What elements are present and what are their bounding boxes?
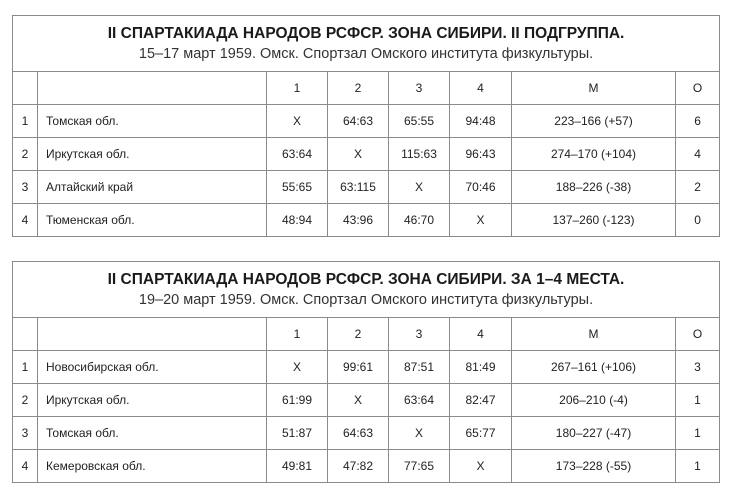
column-header — [13, 72, 38, 105]
points-diff-cell: 267–161 (+106) — [512, 351, 676, 384]
table-title: II СПАРТАКИАДА НАРОДОВ РСФСР. ЗОНА СИБИРИ. ЗА 1–4 МЕСТА. — [107, 270, 625, 288]
table-row — [13, 417, 720, 450]
vs-team-1-cell: 48:94 — [267, 204, 328, 237]
team-name-cell: Иркутская обл. — [38, 384, 267, 417]
table-title: II СПАРТАКИАДА НАРОДОВ РСФСР. ЗОНА СИБИРИ. II ПОДГРУППА. — [107, 24, 625, 42]
column-header: 3 — [389, 72, 450, 105]
table-subtitle: 15–17 март 1959. Омск. Спортзал Омского института физкультуры. — [138, 45, 594, 62]
vs-team-3-cell: 46:70 — [389, 204, 450, 237]
column-header — [38, 318, 267, 351]
score-cell: 1 — [676, 450, 720, 483]
score-cell: 1 — [676, 417, 720, 450]
vs-team-2-cell: Х — [328, 384, 389, 417]
column-header: О — [676, 72, 720, 105]
vs-team-2-cell: 64:63 — [328, 105, 389, 138]
vs-team-2-cell: 64:63 — [328, 417, 389, 450]
table-row — [13, 204, 720, 237]
place-cell: 2 — [13, 384, 38, 417]
vs-team-1-cell: Х — [267, 105, 328, 138]
column-header: 1 — [267, 72, 328, 105]
points-diff-cell: 274–170 (+104) — [512, 138, 676, 171]
header-row — [13, 72, 720, 105]
vs-team-1-cell: 51:87 — [267, 417, 328, 450]
place-cell: 3 — [13, 417, 38, 450]
place-cell: 2 — [13, 138, 38, 171]
table-row — [13, 171, 720, 204]
vs-team-2-cell: 47:82 — [328, 450, 389, 483]
score-cell: 2 — [676, 171, 720, 204]
team-name-cell: Тюменская обл. — [38, 204, 267, 237]
header-row — [13, 318, 720, 351]
vs-team-4-cell: 81:49 — [450, 351, 512, 384]
points-diff-cell: 188–226 (-38) — [512, 171, 676, 204]
column-header: О — [676, 318, 720, 351]
team-name-cell: Алтайский край — [38, 171, 267, 204]
column-header: М — [512, 318, 676, 351]
vs-team-4-cell: Х — [450, 204, 512, 237]
score-cell: 6 — [676, 105, 720, 138]
table-row — [13, 105, 720, 138]
team-name-cell: Иркутская обл. — [38, 138, 267, 171]
vs-team-4-cell: 70:46 — [450, 171, 512, 204]
vs-team-3-cell: Х — [389, 417, 450, 450]
vs-team-3-cell: 65:55 — [389, 105, 450, 138]
results-table — [12, 261, 720, 483]
table-row — [13, 384, 720, 417]
column-header — [13, 318, 38, 351]
table-title-cell — [13, 16, 720, 72]
vs-team-4-cell: 94:48 — [450, 105, 512, 138]
vs-team-3-cell: 115:63 — [389, 138, 450, 171]
points-diff-cell: 137–260 (-123) — [512, 204, 676, 237]
points-diff-cell: 173–228 (-55) — [512, 450, 676, 483]
table-title-cell — [13, 262, 720, 318]
vs-team-3-cell: Х — [389, 171, 450, 204]
vs-team-1-cell: Х — [267, 351, 328, 384]
vs-team-1-cell: 49:81 — [267, 450, 328, 483]
vs-team-3-cell: 77:65 — [389, 450, 450, 483]
vs-team-4-cell: 96:43 — [450, 138, 512, 171]
team-name-cell: Томская обл. — [38, 105, 267, 138]
vs-team-2-cell: 43:96 — [328, 204, 389, 237]
standings-table-1 — [12, 15, 719, 237]
team-name-cell: Томская обл. — [38, 417, 267, 450]
table-subtitle: 19–20 март 1959. Омск. Спортзал Омского института физкультуры. — [138, 291, 594, 308]
column-header: 4 — [450, 72, 512, 105]
column-header: 1 — [267, 318, 328, 351]
column-header — [38, 72, 267, 105]
points-diff-cell: 180–227 (-47) — [512, 417, 676, 450]
column-header: 4 — [450, 318, 512, 351]
vs-team-4-cell: 82:47 — [450, 384, 512, 417]
place-cell: 1 — [13, 351, 38, 384]
team-name-cell: Новосибирская обл. — [38, 351, 267, 384]
place-cell: 4 — [13, 204, 38, 237]
vs-team-1-cell: 63:64 — [267, 138, 328, 171]
place-cell: 3 — [13, 171, 38, 204]
column-header: 3 — [389, 318, 450, 351]
vs-team-4-cell: Х — [450, 450, 512, 483]
team-name-cell: Кемеровская обл. — [38, 450, 267, 483]
column-header: 2 — [328, 318, 389, 351]
score-cell: 4 — [676, 138, 720, 171]
column-header: М — [512, 72, 676, 105]
place-cell: 1 — [13, 105, 38, 138]
vs-team-2-cell: 99:61 — [328, 351, 389, 384]
table-row — [13, 138, 720, 171]
place-cell: 4 — [13, 450, 38, 483]
points-diff-cell: 206–210 (-4) — [512, 384, 676, 417]
results-table — [12, 15, 720, 237]
vs-team-3-cell: 63:64 — [389, 384, 450, 417]
standings-table-2 — [12, 261, 719, 483]
points-diff-cell: 223–166 (+57) — [512, 105, 676, 138]
vs-team-1-cell: 55:65 — [267, 171, 328, 204]
score-cell: 3 — [676, 351, 720, 384]
table-row — [13, 351, 720, 384]
column-header: 2 — [328, 72, 389, 105]
vs-team-1-cell: 61:99 — [267, 384, 328, 417]
vs-team-3-cell: 87:51 — [389, 351, 450, 384]
vs-team-2-cell: Х — [328, 138, 389, 171]
vs-team-2-cell: 63:115 — [328, 171, 389, 204]
table-row — [13, 450, 720, 483]
score-cell: 0 — [676, 204, 720, 237]
vs-team-4-cell: 65:77 — [450, 417, 512, 450]
score-cell: 1 — [676, 384, 720, 417]
